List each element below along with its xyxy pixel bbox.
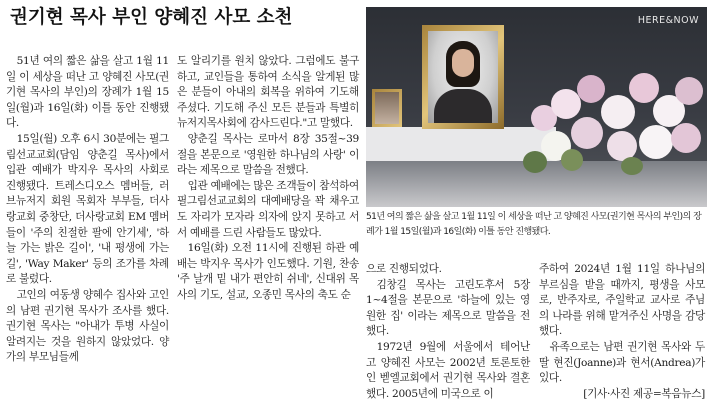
paragraph: 입관 예배에는 많은 조객들이 참석하여 필그림선교교회의 대예배당을 꽉 채우고도 자리가 모자라 의자에 앉지 못하고 서서 예배를 드린 사람들도 많았다.: [177, 179, 359, 239]
flower-arrangement: [521, 65, 707, 177]
paragraph: 15일(월) 오후 6시 30분에는 필그림선교교회(담임 양춘길 목사)에서 입관 예배가 박지우 목사의 사회로 진행됐다. 트레스디오스 멤버들, 러브뉴저지 회원 목회자 부부들, 더사랑교회 중창단, 더사랑교회 EM 멤버들이 '주의 친절한 팔에 안기세', '하늘 가는 밝은 길이', '내 평생에 가는 길', 'Way Maker' 등의 조가를 차례로 불렀다.: [6, 132, 169, 286]
paragraph: 도 알리기를 원치 않았다. 그럼에도 불구하고, 교인들을 통하여 소식을 알게된 많은 분들이 아내의 회복을 위하여 기도해 주셨다. 기도해 주신 모든 분들과 특별히 뉴저지목사회에 감사드린다."고 말했다.: [177, 55, 359, 130]
paragraph: 유족으로는 남편 권기현 목사와 두 딸 현진(Joanne)과 현서(Andrea)가 있다.: [539, 340, 705, 385]
article-column-4: [539, 262, 705, 402]
paragraph: 고인의 여동생 양혜수 집사와 고인의 남편 권기현 목사가 조사를 했다. 권기현 목사는 "아내가 투병 사실이 알려지는 것을 원하지 않았었다. 양가의 부모님들께: [6, 288, 169, 364]
paragraph: 으로 진행되었다.: [366, 263, 442, 275]
paragraph: 주하여 2024년 1월 11일 하나님의 부르심을 받을 때까지, 평생을 사모로, 반주자로, 주일학교 교사로 주님의 나라를 위해 맡겨주신 사명을 감당했다.: [539, 263, 705, 338]
article-column-3: [366, 262, 530, 402]
paragraph: 51년 여의 짧은 삶을 살고 1월 11일 이 세상을 떠난 고 양혜진 사모(권기현 목사의 부인)의 장례가 1월 15일(월)과 16일(화) 이틀 동안 진행됐다.: [6, 55, 169, 130]
paragraph: 양춘길 목사는 로마서 8장 35절~39절을 본문으로 '영원한 하나님의 사랑' 이라는 제목으로 말씀을 전했다.: [177, 132, 359, 177]
headline: 권기현 목사 부인 양혜진 사모 소천: [10, 7, 293, 28]
funeral-photo: [366, 7, 707, 207]
photo-badge: HERE&NOW: [637, 15, 699, 26]
paragraph: 16일(화) 오전 11시에 진행된 하관 예배는 박지우 목사가 인도했다. 기원, 찬송 '주 날개 밑 내가 편안히 쉬네', 신대위 목사의 기도, 설교, 오종민 목사의 축도 순: [177, 242, 359, 301]
memorial-portrait: [422, 25, 504, 129]
article-column-2: [177, 54, 359, 304]
photo-caption: 51년 여의 짧은 삶을 살고 1월 11일 이 세상을 떠난 고 양혜진 사모(권기현 목사의 부인)의 장례가 1월 15일(월)과 16일(화) 이틀 동안 진행됐다.: [366, 212, 702, 237]
small-portrait: [372, 89, 402, 127]
article-column-1: [6, 54, 169, 366]
paragraph: 김창길 목사는 고린도후서 5장 1~4절을 본문으로 '하늘에 있는 영원한 집' 이라는 제목으로 말씀을 전했다.: [366, 278, 530, 338]
paragraph: 1972년 9월에 서울에서 테어난 고 양혜진 사모는 2002년 토론토한인 벧엘교회에서 권기현 목사와 결혼했다. 2005년에 미국으로 이: [366, 340, 530, 400]
article-credit: [기사·사진 제공=복음뉴스]: [583, 387, 705, 400]
